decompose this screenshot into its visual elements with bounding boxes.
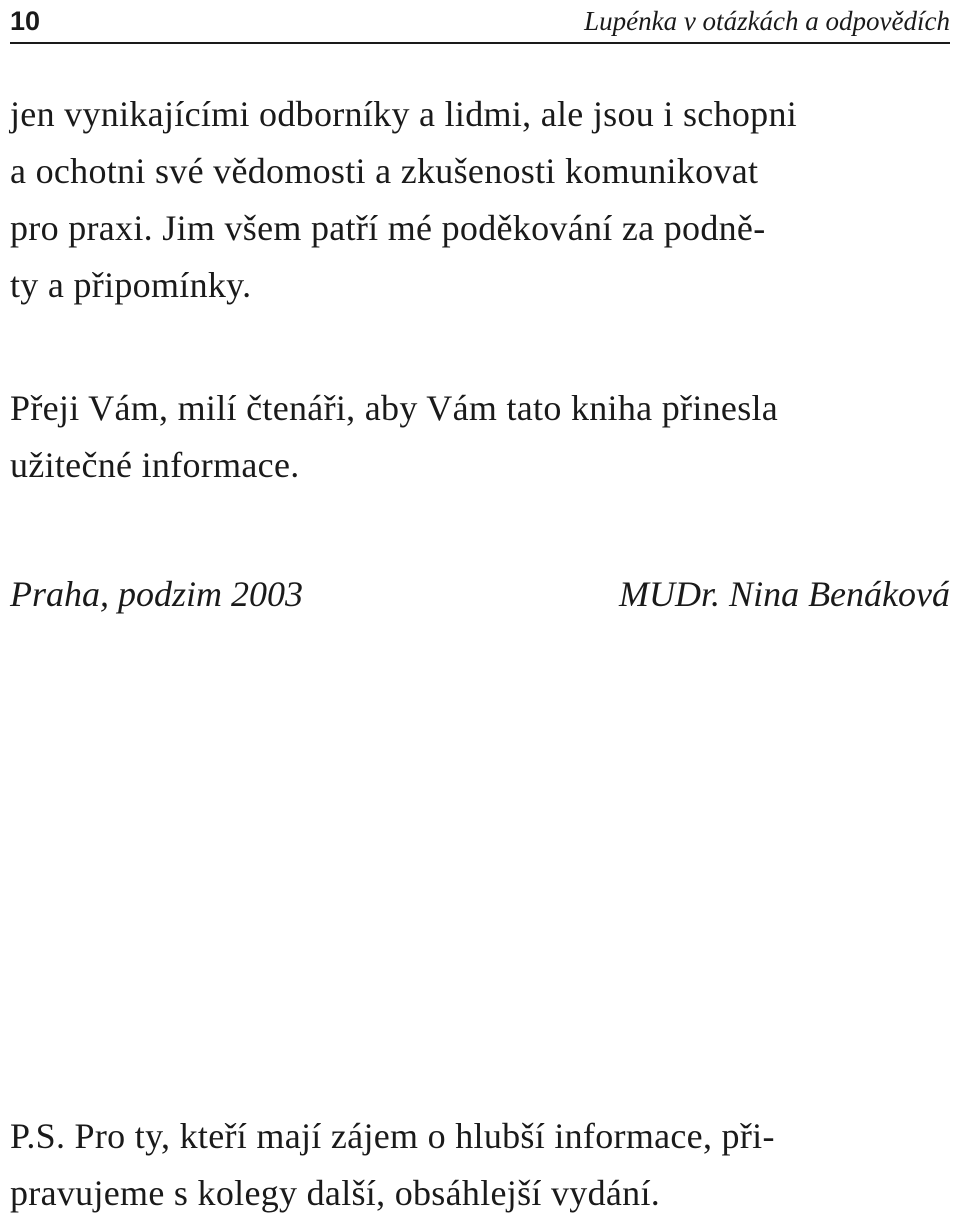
paragraph-line: a ochotni své vědomosti a zkušenosti komunikovat	[10, 151, 759, 191]
paragraph-line: užitečné informace.	[10, 445, 300, 485]
paragraph-line: ty a připomínky.	[10, 265, 252, 305]
signature-place-date: Praha, podzim 2003	[10, 574, 304, 614]
postscript	[10, 1108, 955, 1222]
paragraph-line: pro praxi. Jim všem patří mé poděkování za podně-	[10, 208, 766, 248]
postscript-line: pravujeme s kolegy další, obsáhlejší vydání.	[10, 1173, 661, 1213]
paragraph-line: Přeji Vám, milí čtenáři, aby Vám tato kniha přinesla	[10, 388, 779, 428]
postscript-line: P.S. Pro ty, kteří mají zájem o hlubší informace, při-	[10, 1116, 775, 1156]
book-page	[10, 0, 950, 1223]
signature-block	[10, 566, 950, 623]
paragraph-acknowledgements	[10, 86, 955, 314]
signature-author: MUDr. Nina Benáková	[619, 574, 950, 614]
running-head	[10, 4, 950, 44]
paragraph-line: jen vynikajícími odborníky a lidmi, ale jsou i schopni	[10, 94, 798, 134]
paragraph-wishes	[10, 380, 955, 494]
running-title: Lupénka v otázkách a odpovědích	[584, 6, 950, 36]
page-number: 10	[10, 6, 41, 36]
